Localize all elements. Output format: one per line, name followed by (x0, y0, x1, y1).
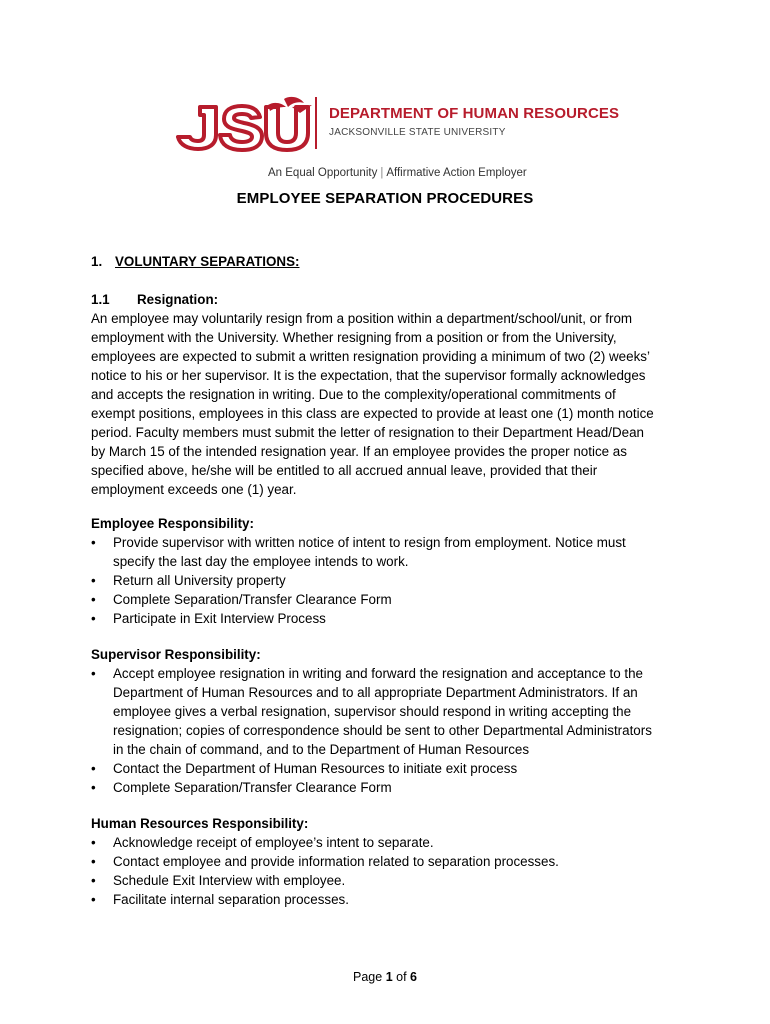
page-word: Page (353, 970, 383, 984)
logo-divider (315, 97, 317, 149)
list-item-line: Acknowledge receipt of employee’s intent to separate. (113, 835, 434, 850)
list-item-line: employee gives a verbal resignation, supervisor should respond in writing accepting the (113, 704, 632, 719)
section-heading (91, 252, 691, 271)
paragraph-line: and accepts the resignation in writing. Due to the complexity/operational commitments of (91, 387, 616, 402)
bullet-icon: • (91, 892, 96, 907)
paragraph-line: specified above, he/she will be entitled to all accrued annual leave, provided that their (91, 463, 598, 478)
paragraph-line: employees are expected to submit a written resignation providing a minimum of two (2) weeks’ (91, 349, 650, 364)
list-item (91, 833, 691, 852)
resignation-paragraph (91, 309, 691, 499)
document-title: EMPLOYEE SEPARATION PROCEDURES (236, 190, 534, 207)
list-item-line: Complete Separation/Transfer Clearance Form (113, 592, 392, 607)
eeo-left-text: An Equal Opportunity (268, 167, 378, 179)
list-item (91, 609, 691, 628)
paragraph-line: employment exceeds one (1) year. (91, 482, 297, 497)
paragraph-line: employment with the University. Whether resigning from a position or from the University, (91, 330, 617, 345)
paragraph-line: period. Faculty members must submit the letter of resignation to their Department Head/Dean (91, 425, 644, 440)
list-item (91, 890, 691, 909)
list-item (91, 871, 691, 890)
supervisor-responsibility-list (91, 664, 691, 797)
paragraph-line: by March 15 of the intended resignation year. If an employee provides the proper notice as (91, 444, 627, 459)
eeo-separator: | (380, 167, 384, 179)
list-item (91, 778, 691, 797)
bullet-icon: • (91, 573, 96, 588)
page-current: 1 (385, 970, 393, 984)
subsection-number: 1.1 (91, 292, 110, 307)
list-item-line: Accept employee resignation in writing and forward the resignation and acceptance to the (113, 666, 643, 681)
employee-responsibility-list (91, 533, 691, 628)
list-item-line: Contact the Department of Human Resources to initiate exit process (113, 761, 518, 776)
list-item (91, 571, 691, 590)
bullet-icon: • (91, 761, 96, 776)
list-item-line: Schedule Exit Interview with employee. (113, 873, 346, 888)
subsection-heading (91, 290, 691, 309)
bullet-icon: • (91, 835, 96, 850)
hr-responsibility-list (91, 833, 691, 909)
supervisor-responsibility-title: Supervisor Responsibility: (91, 647, 261, 662)
employee-responsibility-section (91, 514, 691, 628)
paragraph-line: notice to his or her supervisor. It is the expectation, that the supervisor formally acknowledges (91, 368, 646, 383)
list-item-line: Contact employee and provide information related to separation processes. (113, 854, 559, 869)
section-title: VOLUNTARY SEPARATIONS: (115, 254, 300, 269)
list-item-line: Facilitate internal separation processes. (113, 892, 349, 907)
list-item-line: Provide supervisor with written notice of intent to resign from employment. Notice must (113, 535, 626, 550)
list-item-line: Complete Separation/Transfer Clearance Form (113, 780, 392, 795)
list-item-line: in the chain of command, and to the Department of Human Resources (113, 742, 530, 757)
department-logo (172, 95, 620, 155)
list-item-line: Return all University property (113, 573, 286, 588)
eeo-right-text: Affirmative Action Employer (386, 167, 527, 179)
list-item (91, 852, 691, 871)
hr-responsibility-section (91, 814, 691, 909)
equal-opportunity-tagline (268, 167, 527, 179)
page-total: 6 (410, 970, 417, 984)
list-item-line: resignation; copies of correspondence should be sent to other Departmental Administrators (113, 723, 652, 738)
bullet-icon: • (91, 854, 96, 869)
supervisor-responsibility-section (91, 645, 691, 797)
jsu-logo-mark (172, 95, 312, 155)
employee-responsibility-title: Employee Responsibility: (91, 516, 254, 531)
paragraph-line: An employee may voluntarily resign from a position within a department/school/unit, or from (91, 311, 633, 326)
section-number: 1. (91, 254, 103, 269)
department-name: DEPARTMENT OF HUMAN RESOURCES (329, 105, 620, 122)
university-name: JACKSONVILLE STATE UNIVERSITY (329, 127, 506, 138)
bullet-icon: • (91, 780, 96, 795)
list-item-line: Participate in Exit Interview Process (113, 611, 326, 626)
subsection-title: Resignation: (137, 292, 219, 307)
paragraph-line: exempt positions, employees in this class are expected to provide at least one (1) month notice (91, 406, 654, 421)
bullet-icon: • (91, 535, 96, 550)
bullet-icon: • (91, 611, 96, 626)
list-item (91, 533, 691, 571)
list-item (91, 664, 691, 759)
page-number (0, 970, 770, 984)
list-item (91, 759, 691, 778)
bullet-icon: • (91, 666, 96, 681)
of-word: of (396, 970, 407, 984)
list-item (91, 590, 691, 609)
bullet-icon: • (91, 592, 96, 607)
hr-responsibility-title: Human Resources Responsibility: (91, 816, 309, 831)
list-item-line: specify the last day the employee intends to work. (113, 554, 409, 569)
bullet-icon: • (91, 873, 96, 888)
list-item-line: Department of Human Resources and to all appropriate Department Administrators. If an (113, 685, 638, 700)
